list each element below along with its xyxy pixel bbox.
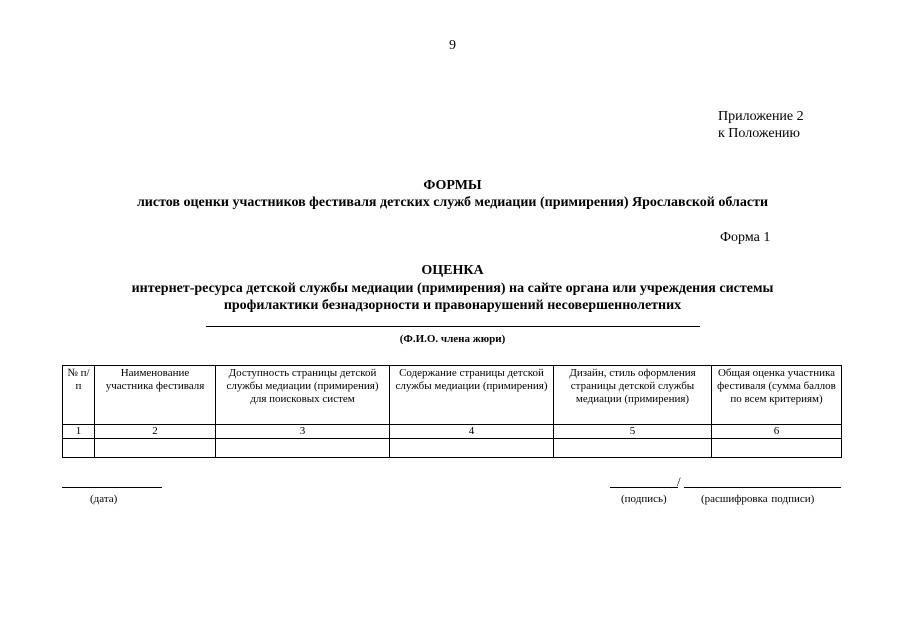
signature-decoding-label: (расшифровка подписи) <box>701 493 815 505</box>
jury-name-line <box>206 326 700 327</box>
number-cell: 5 <box>554 425 712 439</box>
header-cell-total: Общая оценка участника фестиваля (сумма баллов по всем критериям) <box>712 366 842 425</box>
evaluation-table <box>62 365 842 458</box>
signature-decoding-line <box>684 487 841 488</box>
signature-separator: / <box>677 474 681 489</box>
empty-cell[interactable] <box>216 439 390 458</box>
appendix-note <box>718 108 804 142</box>
page-number: 9 <box>449 38 456 53</box>
table-number-row <box>63 425 842 439</box>
empty-cell[interactable] <box>63 439 95 458</box>
number-cell: 2 <box>95 425 216 439</box>
number-cell: 3 <box>216 425 390 439</box>
table-header-row <box>63 366 842 425</box>
evaluation-title: ОЦЕНКА <box>421 263 484 278</box>
evaluation-subtitle-line-2: профилактики безнадзорности и правонарушений несовершеннолетних <box>223 298 682 313</box>
empty-cell[interactable] <box>554 439 712 458</box>
empty-cell[interactable] <box>95 439 216 458</box>
table-row <box>63 439 842 458</box>
jury-caption: (Ф.И.О. члена жюри) <box>399 333 506 345</box>
date-line <box>62 487 162 488</box>
date-label: (дата) <box>90 493 118 505</box>
empty-cell[interactable] <box>390 439 554 458</box>
header-cell-number: № п/п <box>63 366 95 425</box>
number-cell: 6 <box>712 425 842 439</box>
number-cell: 4 <box>390 425 554 439</box>
evaluation-subtitle-line-1: интернет-ресурса детской службы медиации (примирения) на сайте органа или учреждения системы <box>131 281 774 296</box>
form-label: Форма 1 <box>720 230 771 245</box>
forms-subtitle: листов оценки участников фестиваля детских служб медиации (примирения) Ярославской области <box>136 195 769 210</box>
header-cell-design: Дизайн, стиль оформления страницы детской службы медиации (примирения) <box>554 366 712 425</box>
header-cell-participant: Наименование участника фестиваля <box>95 366 216 425</box>
empty-cell[interactable] <box>712 439 842 458</box>
number-cell: 1 <box>63 425 95 439</box>
appendix-line-2: к Положению <box>718 126 801 141</box>
appendix-line-1: Приложение 2 <box>718 109 804 124</box>
signature-line <box>610 487 678 488</box>
signature-label: (подпись) <box>621 493 667 505</box>
forms-title: ФОРМЫ <box>423 178 482 193</box>
header-cell-accessibility: Доступность страницы детской службы медиации (примирения) для поисковых систем <box>216 366 390 425</box>
evaluation-subtitle <box>0 280 905 314</box>
header-cell-content: Содержание страницы детской службы медиации (примирения) <box>390 366 554 425</box>
